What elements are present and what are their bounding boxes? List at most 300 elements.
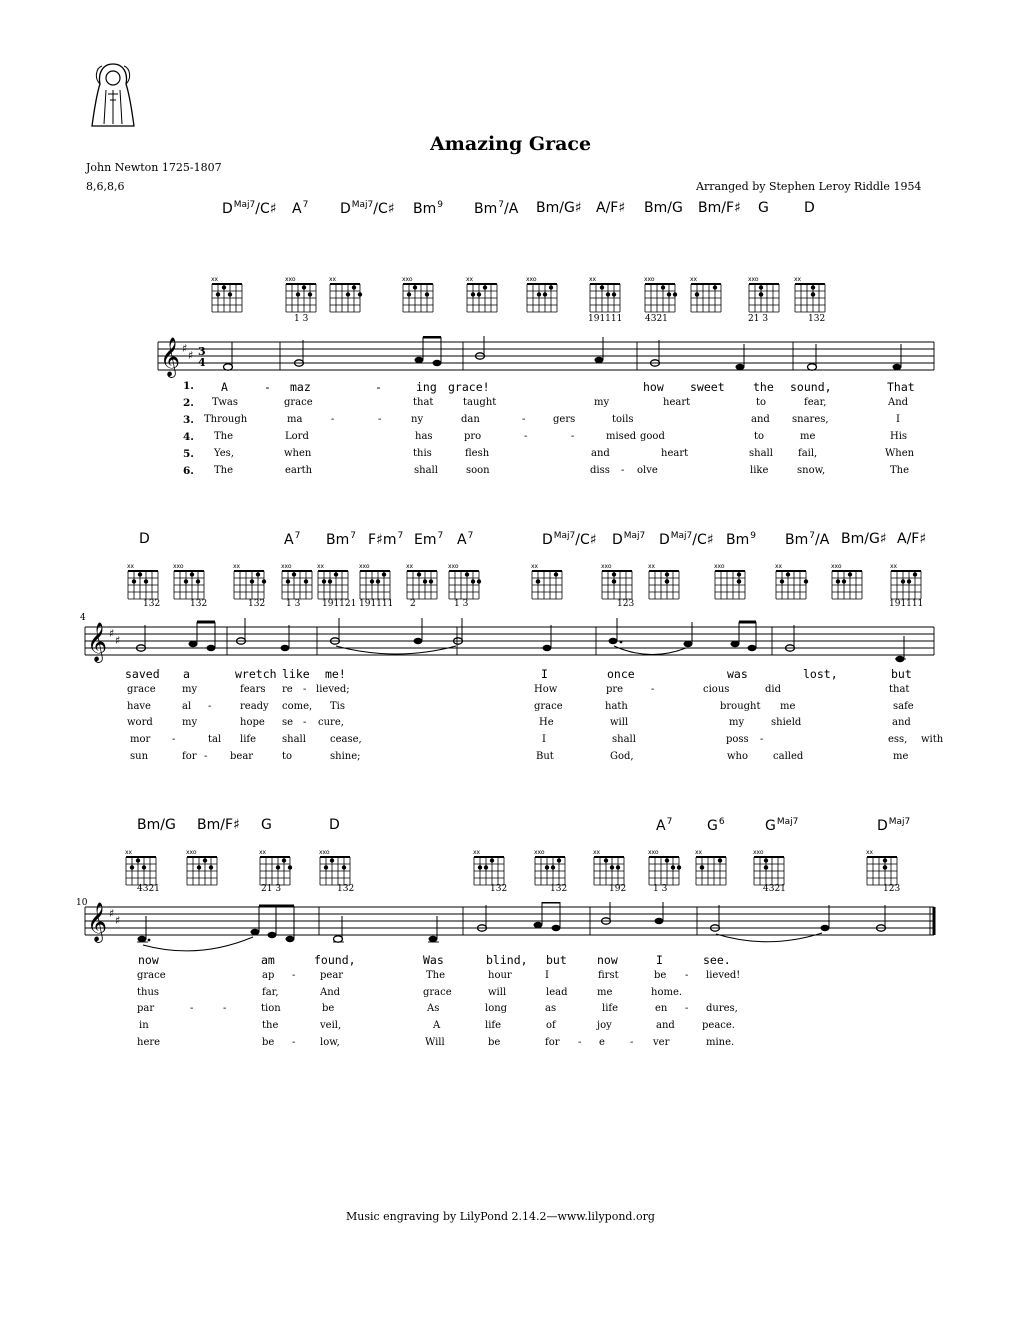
svg-text:xxo: xxo [359, 563, 370, 570]
lyric-syllable: Twas [212, 397, 238, 408]
lyric-syllable: - [621, 465, 625, 476]
chord-diagram [526, 276, 557, 312]
lyric-syllable: snow, [797, 465, 826, 476]
lyric-syllable: en [655, 1003, 668, 1014]
chord-diagram [534, 849, 565, 885]
chord-diagram [831, 563, 862, 599]
chord-symbol: D [329, 817, 340, 833]
lyric-syllable: shall [749, 448, 773, 459]
svg-text:xxo: xxo [285, 276, 296, 283]
lyric-syllable: I [541, 667, 548, 681]
lyric-syllable: has [415, 431, 433, 442]
lyric-syllable: - [223, 1003, 227, 1014]
lyric-syllable: ny [411, 414, 424, 425]
lyric-syllable: found, [314, 953, 356, 967]
chord-symbol: $D^{Maj7}/C♯$ [222, 200, 277, 217]
lyric-syllable: pear [320, 970, 344, 981]
lyric-syllable: A [433, 1020, 441, 1031]
chord-diagram [866, 849, 897, 885]
lyric-syllable: re [282, 684, 293, 695]
fingering-label: 2 [410, 599, 416, 609]
fingering-label: 132 [143, 599, 161, 609]
svg-text:♯: ♯ [115, 914, 121, 927]
lyric-syllable: of [546, 1020, 556, 1031]
svg-text:xx: xx [127, 563, 135, 570]
svg-text:xx: xx [329, 276, 337, 283]
chord-diagram [690, 276, 721, 312]
lyric-syllable: heart [663, 397, 691, 408]
svg-text:♯: ♯ [109, 627, 115, 640]
lyric-syllable: have [127, 701, 151, 712]
lyric-syllable: soon [466, 465, 490, 476]
lyric-syllable: that [889, 684, 910, 695]
lyric-syllable: gers [553, 414, 576, 425]
lyric-syllable: will [488, 987, 507, 998]
angel-logo [88, 60, 138, 130]
lyric-syllable: when [284, 448, 312, 459]
lyric-syllable: As [427, 1003, 440, 1014]
chord-diagram [233, 563, 266, 599]
lyric-syllable: as [545, 1003, 557, 1014]
lyric-syllable: olve [637, 465, 658, 476]
lyric-syllable: bear [230, 751, 254, 762]
svg-text:♯: ♯ [188, 349, 194, 362]
lyric-syllable: That [887, 380, 915, 394]
lyric-syllable: be [654, 970, 667, 981]
lyric-syllable: me [893, 751, 909, 762]
lyric-syllable: grace [284, 397, 313, 408]
lyric-syllable: for [182, 751, 197, 762]
arranger-credit: Arranged by Stephen Leroy Riddle 1954 [696, 180, 922, 193]
chord-symbol: Bm$^7$/A [474, 200, 519, 217]
lyric-syllable: now [597, 953, 618, 967]
chord-symbol: $A^7$ [656, 817, 673, 834]
lyric-syllable: - [190, 1003, 194, 1014]
lyric-syllable: peace. [702, 1020, 735, 1031]
lyric-syllable: wretch [235, 667, 277, 681]
measure-number: 4 [80, 613, 86, 623]
chord-symbol: $D^{Maj7}$ [612, 531, 646, 548]
chord-diagram [601, 563, 632, 599]
chord-diagram [644, 276, 677, 312]
chord-diagram [648, 849, 681, 885]
fingering-label: 123 [883, 884, 901, 894]
svg-text:xx: xx [233, 563, 241, 570]
chord-symbol: D [804, 200, 815, 216]
chord-symbol: Bm$^7$ [326, 531, 356, 548]
chord-diagram [173, 563, 204, 599]
lyric-syllable: ing [416, 380, 437, 394]
lyric-syllable: grace [534, 701, 563, 712]
chord-diagram [748, 276, 779, 312]
svg-text:xxo: xxo [448, 563, 459, 570]
lyric-syllable: dures, [706, 1003, 738, 1014]
lyric-syllable: am [261, 953, 275, 967]
verse-number: 3. [183, 414, 194, 426]
verse-number: 5. [183, 448, 194, 460]
chord-symbol: Bm/G♯ [536, 200, 582, 216]
chord-symbol: Bm/F♯ [698, 200, 741, 216]
svg-text:xx: xx [890, 563, 898, 570]
svg-text:𝄞: 𝄞 [87, 902, 108, 942]
lyric-syllable: me [597, 987, 613, 998]
lyric-syllable: - [685, 970, 689, 981]
chord-diagram-row [0, 274, 1020, 324]
chord-diagram [466, 276, 497, 312]
lyric-syllable: Through [204, 414, 248, 425]
lyric-syllable: poss [726, 734, 749, 745]
chord-diagram [890, 563, 921, 599]
lyric-syllable: - [651, 684, 655, 695]
lyric-syllable: be [262, 1037, 275, 1048]
lyric-syllable: safe [893, 701, 914, 712]
lyric-syllable: par [137, 1003, 155, 1014]
lyric-syllable: did [765, 684, 782, 695]
verse-number: 2. [183, 397, 194, 409]
lyric-syllable: once [607, 667, 635, 681]
lyric-syllable: mised [606, 431, 637, 442]
svg-text:xxo: xxo [753, 849, 764, 856]
lyric-syllable: like [750, 465, 769, 476]
svg-text:xxo: xxo [601, 563, 612, 570]
lyric-syllable: God, [610, 751, 634, 762]
fingering-label: 1 3 [653, 884, 668, 894]
lyric-syllable: sound, [790, 380, 832, 394]
lyric-syllable: be [488, 1037, 501, 1048]
music-staff [0, 336, 1020, 386]
svg-text:xxo: xxo [714, 563, 725, 570]
lyric-syllable: - [375, 380, 382, 394]
lyric-syllable: first [598, 970, 619, 981]
lyric-syllable: life [602, 1003, 619, 1014]
svg-text:♯: ♯ [109, 907, 115, 920]
lyric-syllable: and [892, 717, 911, 728]
chord-diagram [714, 563, 745, 599]
lyric-syllable: earth [285, 465, 313, 476]
lyric-syllable: to [756, 397, 767, 408]
fingering-label: 191111 [359, 599, 394, 609]
lyric-syllable: - [760, 734, 764, 745]
chord-diagram [406, 563, 437, 599]
lyric-syllable: in [139, 1020, 149, 1031]
chord-symbol: Bm$^9$ [726, 531, 756, 548]
lyric-syllable: A [221, 380, 228, 394]
svg-text:xx: xx [794, 276, 802, 283]
lyric-syllable: heart [661, 448, 689, 459]
lyric-syllable: tion [261, 1003, 281, 1014]
lyric-syllable: fear, [804, 397, 827, 408]
chord-diagram [186, 849, 217, 885]
lyric-syllable: shall [414, 465, 438, 476]
lyric-syllable: pre [606, 684, 624, 695]
chord-symbol: Em$^7$ [414, 531, 444, 548]
poet-credit: John Newton 1725-1807 [86, 161, 222, 174]
lyric-syllable: shall [282, 734, 306, 745]
lyric-syllable: me! [325, 667, 346, 681]
fingering-label: 132 [248, 599, 266, 609]
lyric-syllable: Was [423, 953, 444, 967]
lyric-syllable: hath [605, 701, 628, 712]
lyric-syllable: lost, [803, 667, 838, 681]
lyric-syllable: The [214, 431, 234, 442]
lyric-syllable: - [685, 1003, 689, 1014]
fingering-label: 132 [337, 884, 355, 894]
lyric-syllable: - [331, 414, 335, 425]
lyric-syllable: home. [651, 987, 683, 998]
lyric-syllable: long [485, 1003, 508, 1014]
lyric-syllable: His [890, 431, 908, 442]
svg-text:xxo: xxo [648, 849, 659, 856]
lyric-syllable: blind, [486, 953, 528, 967]
chord-diagram [211, 276, 242, 312]
lyric-syllable: veil, [320, 1020, 342, 1031]
lyric-syllable: And [320, 987, 341, 998]
lyric-syllable: how [643, 380, 664, 394]
lyric-syllable: The [890, 465, 910, 476]
chord-diagram [695, 849, 726, 885]
lyric-syllable: The [426, 970, 446, 981]
lyric-syllable: sweet [690, 380, 725, 394]
chord-diagram [319, 849, 350, 885]
lyric-syllable: this [413, 448, 432, 459]
lyric-syllable: to [282, 751, 293, 762]
lyric-syllable: life [485, 1020, 502, 1031]
chord-symbol: G [261, 817, 272, 833]
lyric-syllable: here [137, 1037, 161, 1048]
chord-diagram [473, 849, 504, 885]
lyric-syllable: was [727, 667, 748, 681]
chord-symbol: $D^{Maj7}/C♯$ [340, 200, 395, 217]
lyric-syllable: be [322, 1003, 335, 1014]
svg-text:xx: xx [466, 276, 474, 283]
chord-symbol: Bm$^9$ [413, 200, 443, 217]
lyric-syllable: The [214, 465, 234, 476]
chord-symbol: Bm$^7$/A [785, 531, 830, 548]
lyric-syllable: the [262, 1020, 279, 1031]
chord-symbol: A/F♯ [897, 531, 927, 547]
svg-text:xxo: xxo [644, 276, 655, 283]
lyric-syllable: Yes, [214, 448, 234, 459]
lyric-syllable: lieved! [706, 970, 741, 981]
chord-diagram [794, 276, 825, 312]
fingering-label: 191111 [588, 314, 623, 324]
lyric-syllable: Lord [285, 431, 309, 442]
lyric-syllable: pro [464, 431, 482, 442]
svg-text:𝄞: 𝄞 [87, 622, 108, 662]
svg-text:xx: xx [211, 276, 219, 283]
chord-diagram [589, 276, 620, 312]
chord-diagram [359, 563, 390, 599]
lyric-syllable: joy [597, 1020, 612, 1031]
chord-symbol: $A^7$ [292, 200, 309, 217]
lyric-syllable: maz [290, 380, 311, 394]
lyric-syllable: flesh [465, 448, 490, 459]
lyric-syllable: and [656, 1020, 675, 1031]
fingering-label: 4321 [763, 884, 786, 894]
chord-diagram [402, 276, 433, 312]
svg-text:3: 3 [198, 345, 206, 358]
lyric-syllable: e [599, 1037, 605, 1048]
lyric-syllable: - [630, 1037, 634, 1048]
svg-text:xx: xx [593, 849, 601, 856]
fingering-label: 132 [490, 884, 508, 894]
lyric-syllable: - [292, 970, 296, 981]
lyric-syllable: to [754, 431, 765, 442]
svg-text:xx: xx [531, 563, 539, 570]
lyric-syllable: my [182, 684, 198, 695]
svg-text:xx: xx [406, 563, 414, 570]
svg-text:xxo: xxo [402, 276, 413, 283]
lyric-syllable: cious [703, 684, 730, 695]
lyric-syllable: lead [546, 987, 568, 998]
lyric-syllable: - [303, 684, 307, 695]
lyric-syllable: - [578, 1037, 582, 1048]
music-staff [0, 902, 1020, 952]
lyric-syllable: tal [208, 734, 222, 745]
lyric-syllable: - [264, 380, 271, 394]
fingering-label: 1 3 [454, 599, 469, 609]
chord-symbol: $F♯m^7$ [368, 531, 404, 548]
lyric-syllable: my [594, 397, 610, 408]
lyric-syllable: mor [130, 734, 151, 745]
lyric-syllable: ess, [888, 734, 908, 745]
lyric-syllable: hope [240, 717, 265, 728]
lyric-syllable: Tis [330, 701, 345, 712]
lyric-syllable: I [542, 734, 546, 745]
chord-symbol: Bm/G♯ [841, 531, 887, 547]
fingering-label: 191121 [322, 599, 357, 609]
svg-text:xxo: xxo [748, 276, 759, 283]
lyric-syllable: lieved; [316, 684, 350, 695]
chord-symbol: D [139, 531, 150, 547]
lyric-syllable: - [524, 431, 528, 442]
fingering-label: 21 3 [261, 884, 282, 894]
chord-symbol: Bm/F♯ [197, 817, 240, 833]
lyric-syllable: - [303, 717, 307, 728]
lyric-syllable: mine. [706, 1037, 735, 1048]
lyric-syllable: grace [127, 684, 156, 695]
svg-text:4: 4 [198, 356, 206, 369]
chord-symbol: Bm/G [137, 817, 176, 833]
fingering-label: 123 [617, 599, 635, 609]
chord-diagram [281, 563, 312, 599]
chord-symbol: $D^{Maj7}/C♯$ [542, 531, 597, 548]
lyric-syllable: taught [463, 397, 497, 408]
lyric-syllable: sun [130, 751, 149, 762]
svg-text:xx: xx [695, 849, 703, 856]
lyric-syllable: ma [287, 414, 303, 425]
chord-symbol: $A^7$ [284, 531, 301, 548]
chord-diagram [125, 849, 156, 885]
lyric-syllable: will [610, 717, 629, 728]
chord-diagram [531, 563, 562, 599]
svg-text:xx: xx [589, 276, 597, 283]
lyric-syllable: see. [703, 953, 731, 967]
lyric-syllable: saved [125, 667, 160, 681]
lyric-syllable: for [545, 1037, 560, 1048]
svg-text:xxo: xxo [281, 563, 292, 570]
lyric-syllable: snares, [792, 414, 829, 425]
lyric-syllable: shall [612, 734, 636, 745]
lyric-syllable: And [888, 397, 909, 408]
svg-text:xxo: xxo [526, 276, 537, 283]
svg-text:xx: xx [317, 563, 325, 570]
lyric-syllable: word [127, 717, 153, 728]
fingering-label: 4321 [137, 884, 160, 894]
lyric-syllable: shine; [330, 751, 361, 762]
svg-text:xxo: xxo [831, 563, 842, 570]
fingering-label: 132 [190, 599, 208, 609]
lyric-syllable: - [172, 734, 176, 745]
svg-text:xx: xx [775, 563, 783, 570]
lyric-syllable: - [204, 751, 208, 762]
fingering-label: 191111 [889, 599, 924, 609]
lyric-syllable: Will [425, 1037, 445, 1048]
lyric-syllable: fail, [798, 448, 818, 459]
lyric-syllable: low, [320, 1037, 340, 1048]
chord-diagram [329, 276, 362, 312]
lyric-syllable: grace [423, 987, 452, 998]
lyric-syllable: se [282, 717, 294, 728]
chord-diagram [448, 563, 481, 599]
lyric-syllable: grace! [448, 380, 490, 394]
fingering-label: 132 [808, 314, 826, 324]
lyric-syllable: toils [612, 414, 634, 425]
lyric-syllable: and [591, 448, 610, 459]
engraving-credit: Music engraving by LilyPond 2.14.2—www.lilypond.org [346, 1210, 655, 1223]
lyric-syllable: al [182, 701, 192, 712]
chord-diagram [127, 563, 158, 599]
measure-number: 10 [76, 898, 88, 908]
lyric-syllable: dan [461, 414, 480, 425]
chord-symbol: G [758, 200, 769, 216]
music-staff [0, 618, 1020, 668]
lyric-syllable: I [545, 970, 549, 981]
verse-number: 1. [183, 380, 194, 392]
lyric-syllable: - [571, 431, 575, 442]
song-title: Amazing Grace [430, 133, 592, 155]
svg-text:♯: ♯ [182, 342, 188, 355]
lyric-syllable: How [534, 684, 558, 695]
lyric-syllable: I [896, 414, 900, 425]
lyric-syllable: ver [653, 1037, 670, 1048]
fingering-label: 4321 [645, 314, 668, 324]
lyric-syllable: cease, [330, 734, 362, 745]
lyric-syllable: like [282, 667, 310, 681]
lyric-syllable: the [753, 380, 774, 394]
lyric-syllable: grace [137, 970, 166, 981]
lyric-syllable: - [378, 414, 382, 425]
lyric-syllable: now [138, 953, 159, 967]
lyric-syllable: and [751, 414, 770, 425]
svg-text:xxo: xxo [319, 849, 330, 856]
verse-number: 4. [183, 431, 194, 443]
svg-text:♯: ♯ [115, 634, 121, 647]
svg-text:𝄞: 𝄞 [160, 337, 181, 377]
lyric-syllable: but [546, 953, 567, 967]
chord-symbol: $A^7$ [457, 531, 474, 548]
lyric-syllable: shield [771, 717, 802, 728]
chord-diagram [285, 276, 316, 312]
lyric-syllable: my [182, 717, 198, 728]
lyric-syllable: life [240, 734, 257, 745]
chord-symbol: A/F♯ [596, 200, 626, 216]
fingering-label: 1 3 [294, 314, 309, 324]
lyric-syllable: me [800, 431, 816, 442]
chord-symbol: $D^{Maj7}$ [877, 817, 911, 834]
lyric-syllable: But [536, 751, 554, 762]
chord-symbol: $D^{Maj7}/C♯$ [659, 531, 714, 548]
